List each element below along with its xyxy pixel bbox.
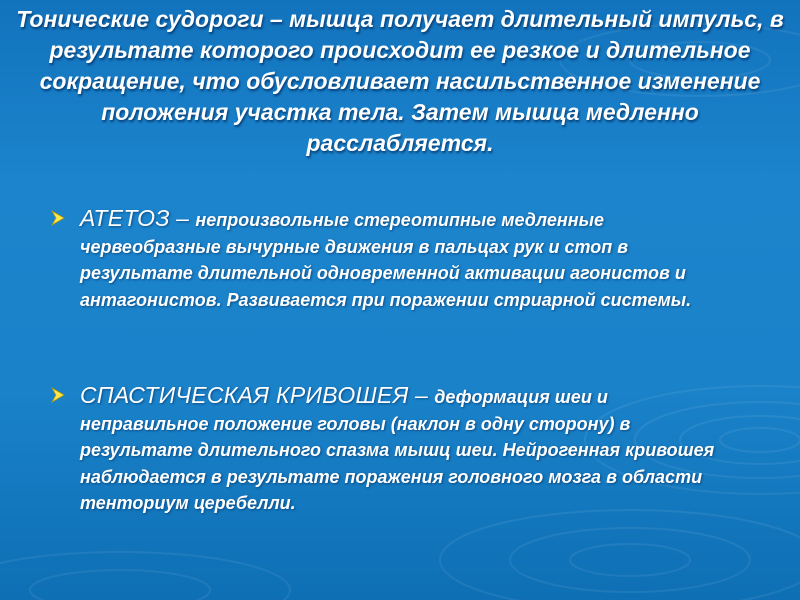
term-description: деформация шеи и неправильное положение головы (наклон в одну сторону) в результате длительного спазма мышц шеи. Нейрогенная кривошея наблюдается в результате поражения головного мозга в области тенториум церебелли. bbox=[80, 387, 715, 513]
term-dash: – bbox=[169, 205, 196, 231]
list-item bbox=[48, 205, 738, 313]
bullet-list-torticollis bbox=[48, 382, 738, 517]
term-label: СПАСТИЧЕСКАЯ КРИВОШЕЯ bbox=[80, 382, 409, 408]
list-item bbox=[48, 382, 738, 517]
term-label: АТЕТОЗ bbox=[80, 205, 170, 231]
slide-title: Тонические судороги – мышца получает длительный импульс, в результате которого происходит ее резкое и длительное сокращение, что обусловливает насильственное изменение положения участка тела. Затем мышца медленно расслабляется. bbox=[16, 6, 784, 156]
arrowhead-bullet-icon bbox=[50, 387, 66, 403]
term-dash: – bbox=[408, 382, 435, 408]
bullet-list-athetosis bbox=[48, 205, 738, 313]
term-description: непроизвольные стереотипные медленные червеобразные вычурные движения в пальцах рук и стоп в результате длительной одновременной активации агонистов и антагонистов. Развивается при поражении стриарной системы. bbox=[80, 210, 692, 310]
arrowhead-bullet-icon bbox=[50, 210, 66, 226]
